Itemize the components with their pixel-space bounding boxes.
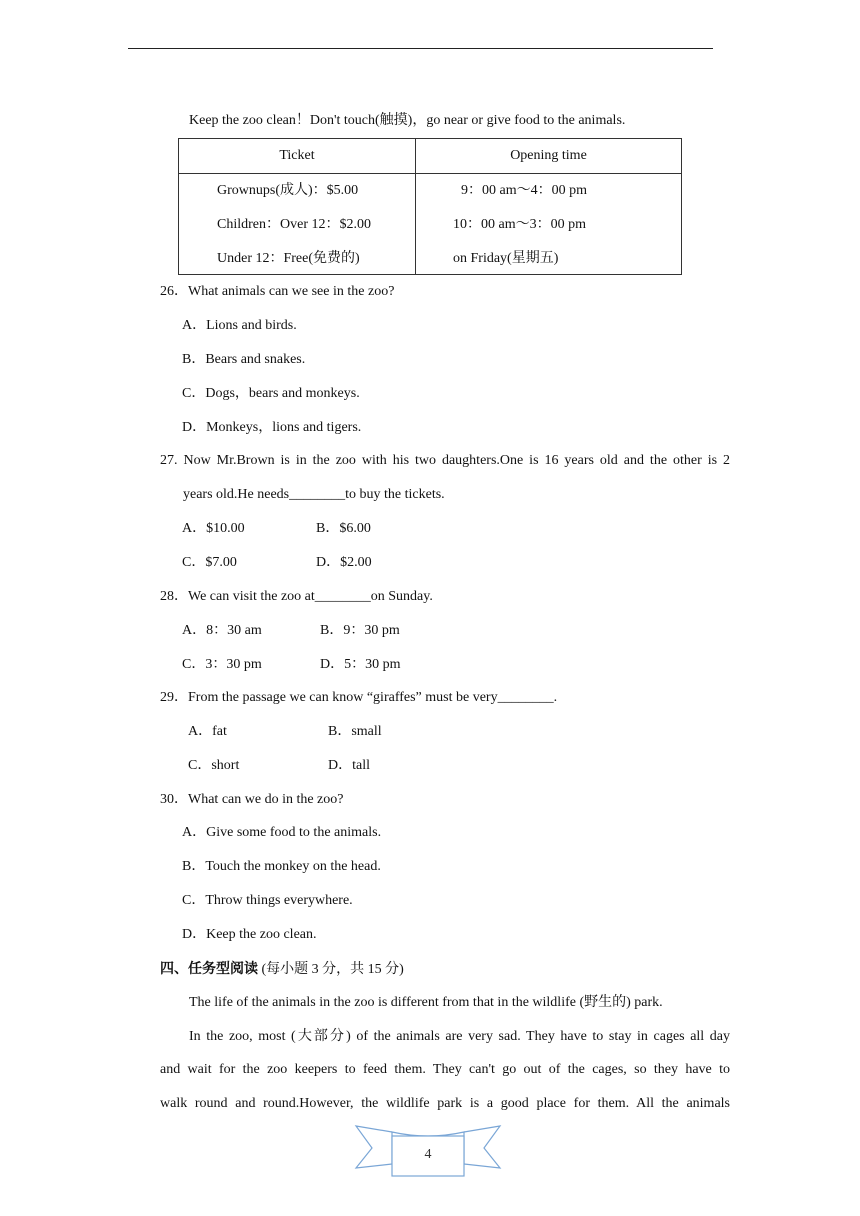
question-26-option-b: B．Bears and snakes. — [182, 352, 306, 367]
question-26-stem: 26．What animals can we see in the zoo? — [160, 284, 395, 299]
question-27-option-a: A．$10.00 — [182, 521, 245, 536]
question-30-option-b: B．Touch the monkey on the head. — [182, 859, 381, 874]
question-30-stem: 30．What can we do in the zoo? — [160, 792, 344, 807]
ticket-table — [178, 138, 682, 275]
question-29-option-c: C．short — [188, 758, 240, 773]
question-30-option-a: A．Give some food to the animals. — [182, 825, 382, 840]
header-rule — [128, 48, 713, 49]
passage-line: In the zoo, most (大部分) of the animals are very sad. They have to stay in cages all day — [189, 1029, 730, 1044]
question-27-option-d: D．$2.00 — [316, 555, 372, 570]
ticket-prices-cell — [179, 174, 416, 275]
question-27-stem-line2: years old.He needs________to buy the tickets. — [183, 487, 445, 502]
question-26-option-d: D．Monkeys，lions and tigers. — [182, 420, 362, 435]
section-title: 四、任务型阅读 — [160, 961, 258, 977]
time-line: 9：00 am～4：00 pm — [461, 183, 587, 198]
question-27-option-b: B．$6.00 — [316, 521, 371, 536]
ticket-header: Ticket — [179, 139, 416, 174]
question-29-stem: 29．From the passage we can know “giraffes” must be very________. — [160, 690, 558, 705]
question-27-option-c: C．$7.00 — [182, 555, 237, 570]
ticket-line: Children：Over 12：$2.00 — [217, 217, 371, 232]
section-score-note: (每小题 3 分，共 15 分) — [261, 962, 404, 977]
ticket-line: Under 12：Free(免费的) — [217, 251, 360, 266]
question-30-option-d: D．Keep the zoo clean. — [182, 927, 317, 942]
time-line: on Friday(星期五) — [453, 251, 559, 266]
question-28-stem: 28．We can visit the zoo at________on Sunday. — [160, 589, 433, 604]
ticket-line: Grownups(成人)：$5.00 — [217, 183, 359, 198]
section-heading — [160, 959, 404, 980]
question-28-option-b: B．9：30 pm — [320, 623, 400, 638]
opening-times-cell — [416, 174, 682, 275]
passage-line: and wait for the zoo keepers to feed them. They can't go out of the cages, so they have to — [160, 1062, 730, 1077]
question-26-option-c: C．Dogs，bears and monkeys. — [182, 386, 360, 401]
question-28-option-d: D．5：30 pm — [320, 657, 401, 672]
passage-line: The life of the animals in the zoo is different from that in the wildlife (野生的) park. — [189, 995, 663, 1010]
page-number: 4 — [424, 1147, 432, 1162]
question-30-option-c: C．Throw things everywhere. — [182, 893, 353, 908]
question-29-option-a: A．fat — [188, 724, 227, 739]
page-number-badge — [352, 1120, 504, 1182]
question-26-option-a: A．Lions and birds. — [182, 318, 297, 333]
question-29-option-d: D．tall — [328, 758, 370, 773]
question-28-option-c: C．3：30 pm — [182, 657, 262, 672]
question-29-option-b: B．small — [328, 724, 382, 739]
passage-line: walk round and round.However, the wildlife park is a good place for them. All the animals — [160, 1096, 730, 1111]
time-line: 10：00 am～3：00 pm — [453, 217, 586, 232]
question-28-option-a: A．8：30 am — [182, 623, 262, 638]
zoo-notice: Keep the zoo clean！Don't touch(触摸)，go near or give food to the animals. — [189, 113, 626, 128]
question-27-stem-line1: 27. Now Mr.Brown is in the zoo with his two daughters.One is 16 years old and the other is 2 — [160, 453, 730, 468]
opening-time-header: Opening time — [416, 139, 682, 174]
